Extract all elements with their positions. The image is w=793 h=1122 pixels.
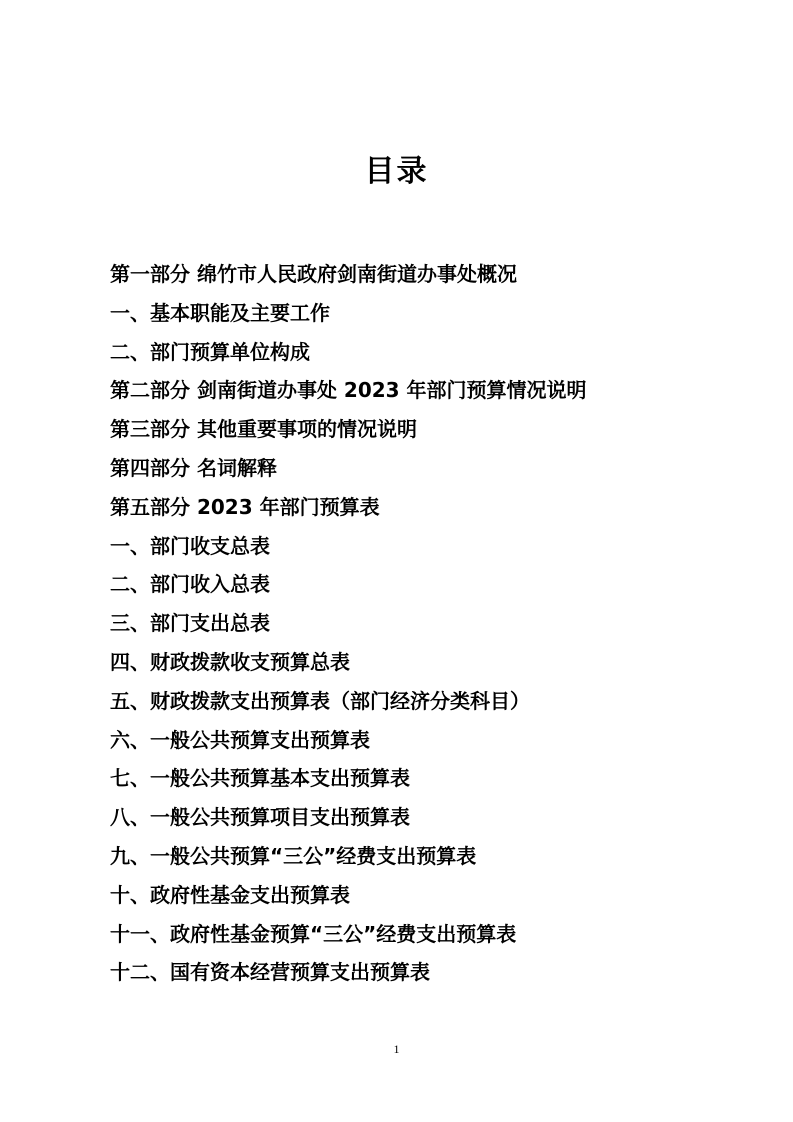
page-number: 1 [393, 1042, 400, 1056]
toc-item-part-1: 第一部分 绵竹市人民政府剑南街道办事处概况 [110, 262, 517, 286]
toc-item-table-5: 五、财政拨款支出预算表（部门经济分类科目） [110, 688, 530, 713]
toc-item-part-3: 第三部分 其他重要事项的情况说明 [110, 417, 417, 442]
toc-item-table-8: 八、一般公共预算项目支出预算表 [110, 805, 410, 830]
toc-item-basic-functions: 一、基本职能及主要工作 [110, 300, 330, 325]
toc-item-table-7: 七、一般公共预算基本支出预算表 [110, 766, 410, 791]
toc-item-table-12: 十二、国有资本经营预算支出预算表 [110, 960, 430, 985]
toc-item-table-3: 三、部门支出总表 [110, 611, 270, 636]
page-title: 目录 [364, 154, 429, 189]
toc-item-part-4: 第四部分 名词解释 [110, 455, 277, 480]
toc-item-table-6: 六、一般公共预算支出预算表 [110, 727, 370, 752]
toc-item-table-11: 十一、政府性基金预算“三公”经费支出预算表 [110, 921, 517, 946]
toc-item-table-9: 九、一般公共预算“三公”经费支出预算表 [110, 843, 477, 868]
toc-item-unit-composition: 二、部门预算单位构成 [110, 339, 310, 364]
toc-item-table-2: 二、部门收入总表 [110, 572, 270, 597]
toc-item-table-1: 一、部门收支总表 [110, 533, 270, 558]
toc-item-table-4: 四、财政拨款收支预算总表 [110, 649, 350, 674]
table-of-contents [110, 255, 750, 992]
toc-item-table-10: 十、政府性基金支出预算表 [110, 882, 350, 907]
toc-item-part-5: 第五部分 2023 年部门预算表 [110, 494, 380, 519]
toc-item-part-2: 第二部分 剑南街道办事处 2023 年部门预算情况说明 [110, 378, 587, 403]
